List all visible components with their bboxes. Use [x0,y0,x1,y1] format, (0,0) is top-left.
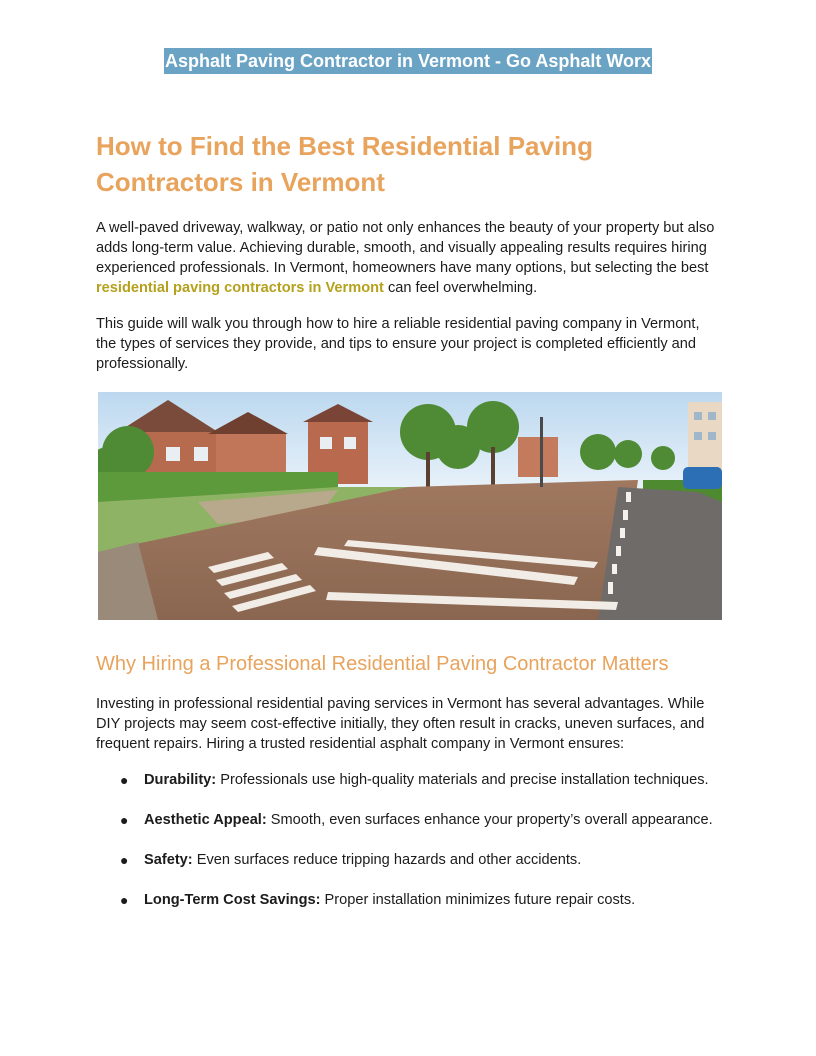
benefit-text: Professionals use high-quality materials and precise installation techniques. [216,772,709,788]
list-item [96,890,736,930]
bullet-icon: ● [120,772,129,788]
intro-paragraph [96,218,720,298]
bullet-icon: ● [120,812,129,828]
list-item [96,770,736,810]
benefit-term: Durability: [144,772,217,788]
section-paragraph: Investing in professional residential paving services in Vermont has several advantages. While DIY projects may seem cost-effective initially, they often result in cracks, uneven surfaces, and frequent repairs. Hiring a trusted residential asphalt company in Vermont ensures: [96,696,705,752]
bullet-icon: ● [120,892,129,908]
benefits-list [96,770,736,930]
benefit-text: Proper installation minimizes future repair costs. [320,892,636,908]
section-heading: Why Hiring a Professional Residential Paving Contractor Matters [96,653,669,675]
list-item [96,810,736,850]
street-lamp [540,417,543,487]
paved-street-photo [98,392,722,620]
benefit-text: Smooth, even surfaces enhance your property’s overall appearance. [266,812,713,828]
benefit-term: Long-Term Cost Savings: [144,892,321,908]
intro-text-end: can feel overwhelming. [383,280,538,296]
intro-text-start: A well-paved driveway, walkway, or patio not only enhances the beauty of your property but also adds long-term value. Achieving durable, smooth, and visually appealing results requires hiring experienced professionals. In Vermont, homeowners have many options, but selecting the best [96,220,715,276]
street-scene-illustration [98,392,722,620]
list-item [96,850,736,890]
page-title: How to Find the Best Residential Paving Contractors in Vermont [96,131,593,197]
banner-container [0,48,816,74]
guide-paragraph: This guide will walk you through how to hire a reliable residential paving company in Vermont, the types of services they provide, and tips to ensure your project is completed efficiently and professionally. [96,316,700,372]
benefit-term: Safety: [144,852,193,868]
parked-car [683,467,722,489]
residential-paving-link[interactable]: residential paving contractors in Vermont [96,280,384,296]
page-banner: Asphalt Paving Contractor in Vermont - Go Asphalt Worx [164,48,652,74]
bullet-icon: ● [120,852,129,868]
benefit-text: Even surfaces reduce tripping hazards and other accidents. [192,852,582,868]
benefit-term: Aesthetic Appeal: [144,812,267,828]
